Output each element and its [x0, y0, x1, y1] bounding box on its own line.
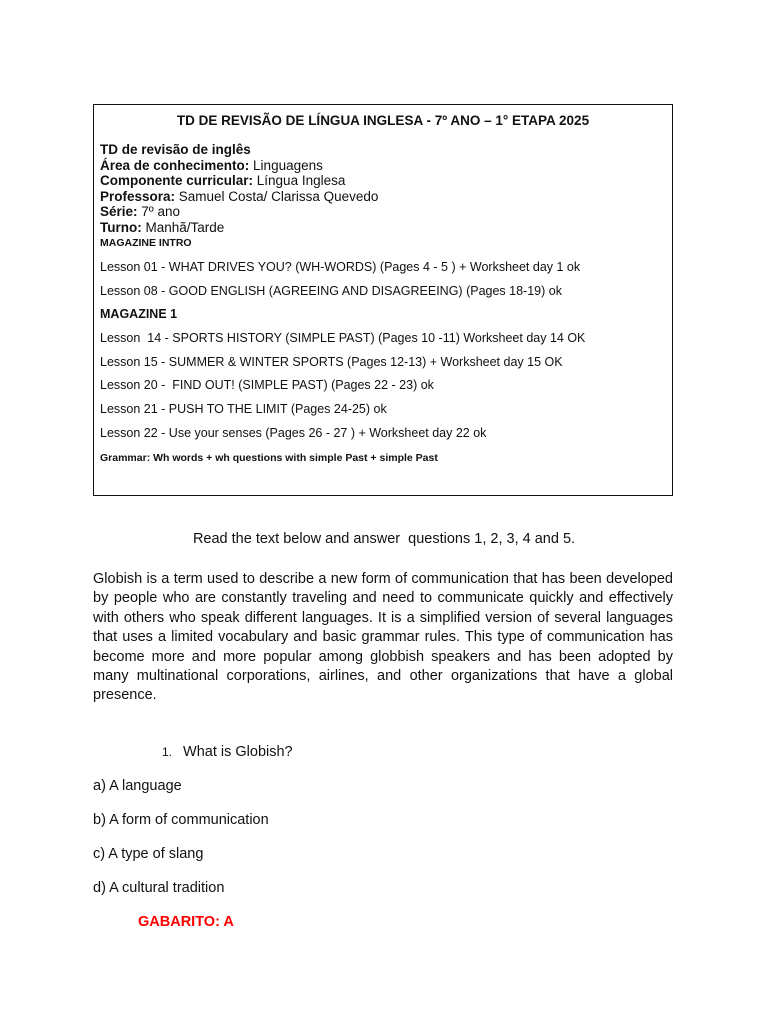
question-1 — [162, 744, 293, 760]
magazine-1-heading: MAGAZINE 1 — [100, 307, 178, 321]
lesson-item: Lesson 08 - GOOD ENGLISH (AGREEING AND DISAGREEING) (Pages 18-19) ok — [100, 284, 562, 298]
professora-label: Professora: — [100, 188, 176, 204]
lesson-item: Lesson 20 - FIND OUT! (SIMPLE PAST) (Pages 22 - 23) ok — [100, 378, 434, 392]
area-label: Área de conhecimento: — [100, 157, 250, 173]
grammar-note: Grammar: Wh words + wh questions with simple Past + simple Past — [100, 452, 438, 464]
magazine-intro-heading: MAGAZINE INTRO — [100, 236, 192, 249]
header-box — [93, 104, 673, 496]
instruction-text: Read the text below and answer questions 1, 2, 3, 4 and 5. — [192, 531, 576, 547]
lesson-item: Lesson 01 - WHAT DRIVES YOU? (WH-WORDS) (Pages 4 - 5 ) + Worksheet day 1 ok — [100, 260, 581, 274]
lesson-item: Lesson 21 - PUSH TO THE LIMIT (Pages 24-25) ok — [100, 402, 387, 416]
professora-value: Samuel Costa/ Clarissa Quevedo — [175, 188, 379, 204]
lesson-item: Lesson 15 - SUMMER & WINTER SPORTS (Pages 12-13) + Worksheet day 15 OK — [100, 355, 563, 369]
info-block — [100, 142, 378, 250]
lesson-item: Lesson 22 - Use your senses (Pages 26 - 27 ) + Worksheet day 22 ok — [100, 426, 487, 440]
question-number: 1. — [162, 745, 173, 759]
option-a: a) A language — [93, 778, 182, 794]
question-text: What is Globish? — [183, 744, 293, 760]
area-value: Linguagens — [249, 157, 323, 173]
answer-key: GABARITO: A — [138, 914, 234, 930]
serie-label: Série: — [100, 204, 138, 220]
option-b: b) A form of communication — [93, 812, 269, 828]
componente-label: Componente curricular: — [100, 173, 254, 189]
option-d: d) A cultural tradition — [93, 880, 225, 896]
serie-value: 7º ano — [137, 204, 180, 220]
turno-label: Turno: — [100, 219, 142, 235]
option-c: c) A type of slang — [93, 846, 204, 862]
td-title: TD de revisão de inglês — [100, 142, 251, 157]
lesson-item: Lesson 14 - SPORTS HISTORY (SIMPLE PAST) (Pages 10 -11) Worksheet day 14 OK — [100, 331, 586, 345]
document-title: TD DE REVISÃO DE LÍNGUA INGLESA - 7º ANO – 1° ETAPA 2025 — [176, 113, 590, 128]
reading-paragraph: Globish is a term used to describe a new form of communication that has been developed by people who are constantly traveling and need to communicate quickly and effectively with others who speak different languages. It is a simplified version of several languages that uses a limited vocabulary and basic grammar rules. This type of communication has become more and more popular among globbish speakers and has been adopted by many multinational corporations, airlines, and other organizations that have a global presence. — [93, 571, 673, 704]
componente-value: Língua Inglesa — [253, 173, 346, 189]
turno-value: Manhã/Tarde — [141, 219, 225, 235]
